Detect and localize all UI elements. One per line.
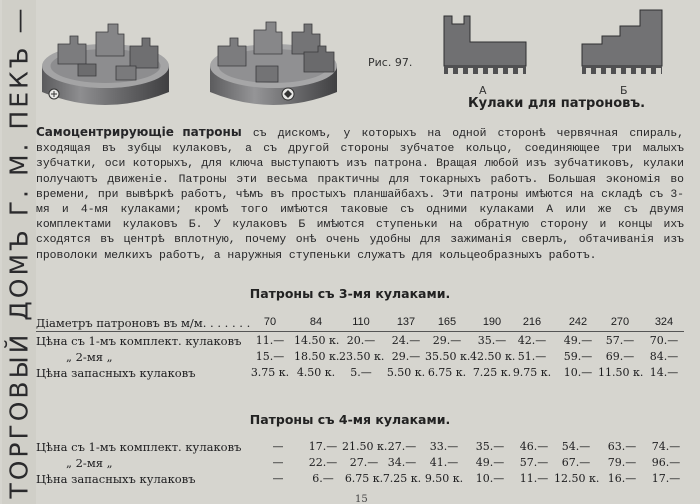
table-divider xyxy=(36,331,684,332)
price-cell: 17.— xyxy=(308,440,338,453)
price-cell: 11.— xyxy=(519,472,549,485)
price-cell: 22.— xyxy=(308,456,338,469)
price-cell: 35.— xyxy=(475,440,505,453)
row-label: Цѣна запасныхъ кулаковъ xyxy=(36,472,196,486)
price-cell: 18.50 к. xyxy=(294,350,340,363)
price-cell: 29.— xyxy=(391,350,421,363)
price-cell: 6.75 к. xyxy=(344,472,384,485)
price-cell: 46.— xyxy=(519,440,549,453)
price-cell: 51.— xyxy=(517,350,547,363)
price-cell: 84.— xyxy=(649,350,679,363)
price-cell: 5.— xyxy=(350,366,372,379)
price-cell: — xyxy=(272,440,284,453)
price-cell: 57.— xyxy=(519,456,549,469)
price-cell: 14.50 к. xyxy=(294,334,340,347)
table-row xyxy=(36,456,686,472)
diameter-cell: 110 xyxy=(352,316,370,328)
table-row xyxy=(36,440,686,456)
price-cell: 74.— xyxy=(651,440,681,453)
price-cell: 3.75 к. xyxy=(250,366,290,379)
jaw-b-illustration xyxy=(580,8,670,78)
price-cell: 11.— xyxy=(255,334,285,347)
price-cell: 63.— xyxy=(607,440,637,453)
table-3-jaw-title: Патроны съ 3-мя кулаками. xyxy=(249,286,451,301)
price-cell: 14.— xyxy=(649,366,679,379)
price-cell: 57.— xyxy=(605,334,635,347)
row-label: Цѣна запасныхъ кулаковъ xyxy=(36,366,196,380)
jaw-a-illustration xyxy=(440,10,530,78)
price-cell: 34.— xyxy=(387,456,417,469)
price-cell: 35.50 к. xyxy=(425,350,471,363)
price-cell: 20.— xyxy=(346,334,376,347)
paragraph-lead: Самоцентрирующіе патроны xyxy=(36,125,242,139)
price-cell: 49.— xyxy=(563,334,593,347)
table-row xyxy=(36,350,686,366)
price-cell: — xyxy=(272,472,284,485)
price-cell: 69.— xyxy=(605,350,635,363)
diameter-cell: 270 xyxy=(610,316,630,328)
price-cell: 33.— xyxy=(429,440,459,453)
side-banner-text: ТОРГОВЫЙ ДОМЪ Г. М. ПЕКЪ — xyxy=(4,5,34,499)
description-paragraph xyxy=(36,125,684,264)
price-cell: 67.— xyxy=(561,456,591,469)
diameter-cell: 216 xyxy=(522,316,542,328)
price-cell: — xyxy=(272,456,284,469)
diameter-cell: 137 xyxy=(396,316,416,328)
jaw-b-label: Б xyxy=(620,84,628,97)
jaw-a-label: А xyxy=(479,84,487,97)
table-row xyxy=(36,366,686,382)
price-cell: 29.— xyxy=(432,334,462,347)
price-cell: 7.25 к. xyxy=(382,472,422,485)
price-cell: 24.— xyxy=(391,334,421,347)
price-cell: 35.— xyxy=(477,334,507,347)
price-cell: 41.— xyxy=(429,456,459,469)
price-cell: 27.— xyxy=(387,440,417,453)
row-label: „ 2-мя „ xyxy=(66,456,113,470)
price-cell: 42.— xyxy=(517,334,547,347)
diameter-cell: 190 xyxy=(482,316,502,328)
price-cell: 59.— xyxy=(563,350,593,363)
price-cell: 12.50 к. xyxy=(554,472,600,485)
price-cell: 10.— xyxy=(475,472,505,485)
price-cell: 16.— xyxy=(607,472,637,485)
price-cell: 49.— xyxy=(475,456,505,469)
row-label: „ 2-мя „ xyxy=(66,350,113,364)
diameter-cell: 84 xyxy=(309,316,323,328)
price-cell: 96.— xyxy=(651,456,681,469)
row-label: Цѣна съ 1-мъ комплект. кулаковъ xyxy=(36,440,242,454)
diameter-header-label: Діаметръ патроновъ въ м/м. . . . . . . xyxy=(36,316,251,330)
price-cell: 15.— xyxy=(255,350,285,363)
table-row xyxy=(36,334,686,350)
price-cell: 21.50 к. xyxy=(342,440,388,453)
price-cell: 79.— xyxy=(607,456,637,469)
four-jaw-chuck-illustration xyxy=(206,12,341,110)
three-jaw-chuck-illustration xyxy=(38,14,173,112)
figure-title: Кулаки для патроновъ. xyxy=(468,96,646,111)
table-4-jaw-title: Патроны съ 4-мя кулаками. xyxy=(249,412,451,427)
diameter-cell: 165 xyxy=(437,316,457,328)
figure-number: Рис. 97. xyxy=(368,56,413,69)
price-cell: 70.— xyxy=(649,334,679,347)
diameter-cell: 324 xyxy=(654,316,674,328)
paragraph-body: съ дискомъ, у которыхъ на одной сторонѣ червячная спираль, входящая въ зубцы кулаковъ, а съ другой стороны зубчатое кольцо, соединяющее три малыхъ зубчатки, оси которыхъ, для ключа выступаютъ изъ патрона. Вращая любой изъ зубчатиковъ, кулаки получаютъ движеніе. Патроны эти весьма практичны для токарныхъ работъ. Большая экономія во времени, при вывѣркѣ работъ, чѣмъ въ простыхъ планшайбахъ. Эти патроны имѣются на складѣ съ 3-мя и 4-мя кулаками; кромѣ того имѣются таковые съ одними кулаками А или же съ двумя комплектами кулаковъ Б. У кулаковъ Б имѣются ступеньки на обратную сторону и концы ихъ сходятся въ центрѣ вплотную, почему онѣ очень удобны для зажиманія сверлъ, обтачиванія изъ проволоки мелкихъ работъ, а наружныя ступеньки служатъ для кольцеобразныхъ работъ. xyxy=(36,128,685,262)
price-cell: 23.50 к. xyxy=(339,350,385,363)
price-cell: 27.— xyxy=(349,456,379,469)
diameter-cell: 242 xyxy=(568,316,588,328)
price-cell: 6.75 к. xyxy=(427,366,467,379)
price-cell: 5.50 к. xyxy=(386,366,426,379)
price-cell: 9.75 к. xyxy=(512,366,552,379)
price-cell: 17.— xyxy=(651,472,681,485)
diameter-header-row xyxy=(36,316,686,332)
table-row xyxy=(36,472,686,488)
price-cell: 10.— xyxy=(563,366,593,379)
price-cell: 6.— xyxy=(312,472,334,485)
price-cell: 11.50 к. xyxy=(598,366,644,379)
diameter-cell: 70 xyxy=(263,316,277,328)
price-cell: 9.50 к. xyxy=(424,472,464,485)
price-cell: 4.50 к. xyxy=(296,366,336,379)
row-label: Цѣна съ 1-мъ комплект. кулаковъ xyxy=(36,334,242,348)
price-cell: 54.— xyxy=(561,440,591,453)
side-banner xyxy=(2,0,36,504)
price-cell: 7.25 к. xyxy=(472,366,512,379)
page-number: 15 xyxy=(355,494,368,504)
price-cell: 42.50 к. xyxy=(470,350,516,363)
